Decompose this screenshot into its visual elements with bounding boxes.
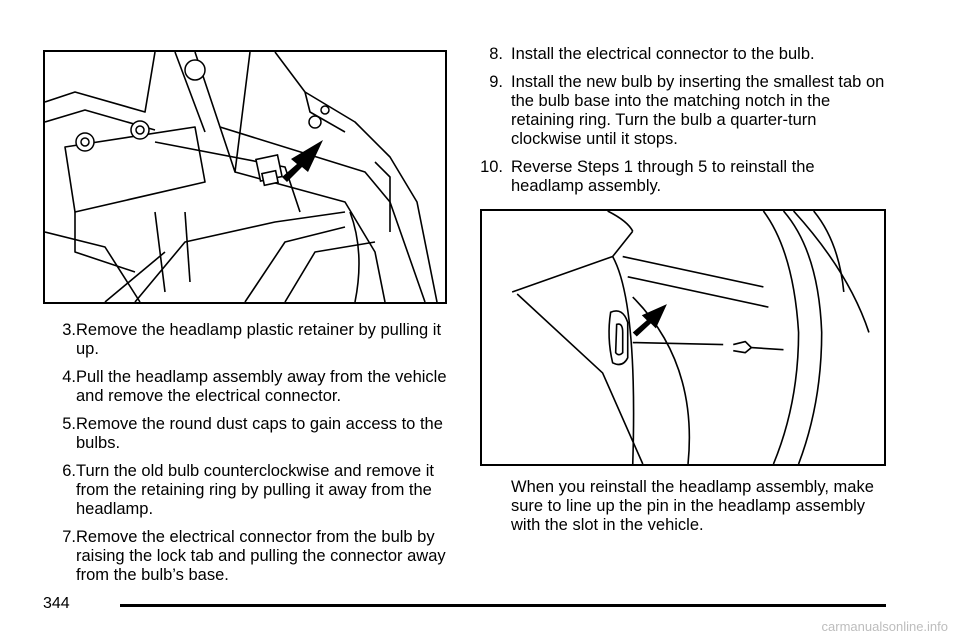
step-item [470, 158, 890, 196]
step-number: 10. [480, 158, 503, 176]
step-number: 6. [62, 462, 76, 480]
step-number: 3. [62, 321, 76, 339]
removal-steps [52, 321, 447, 594]
step-item [52, 415, 447, 453]
arrow-icon [282, 140, 323, 182]
headlamp-alignment-drawing [482, 211, 884, 464]
engine-bay-drawing [45, 52, 445, 302]
footer-rule [120, 604, 886, 607]
step-number: 5. [62, 415, 76, 433]
step-text: Pull the headlamp assembly away from the vehicle and remove the electrical connector. [76, 368, 447, 405]
step-item [52, 321, 447, 359]
reinstall-note: When you reinstall the headlamp assembly, make sure to line up the pin in the headlamp assembly with the slot in the vehicle. [511, 478, 874, 534]
step-item [470, 45, 890, 64]
page-number: 344 [43, 595, 70, 612]
watermark: carmanualsonline.info [821, 619, 948, 634]
step-text: Reverse Steps 1 through 5 to reinstall the headlamp assembly. [511, 158, 815, 195]
arrow-icon [633, 304, 667, 336]
headlamp-retainer-illustration [43, 50, 447, 304]
step-item [52, 368, 447, 406]
step-text: Remove the headlamp plastic retainer by pulling it up. [76, 321, 442, 358]
step-text: Install the new bulb by inserting the smallest tab on the bulb base into the matching notch in the retaining ring. Turn the bulb a quarter-turn clockwise until it stops. [511, 73, 885, 148]
install-steps [470, 45, 890, 205]
step-item [52, 462, 447, 519]
headlamp-pin-illustration [480, 209, 886, 466]
step-number: 8. [489, 45, 503, 63]
step-item [470, 73, 890, 149]
step-number: 9. [489, 73, 503, 91]
step-item [52, 528, 447, 585]
step-text: Remove the electrical connector from the bulb by raising the lock tab and pulling the connector away from the bulb’s base. [76, 528, 446, 584]
step-number: 4. [62, 368, 76, 386]
step-number: 7. [62, 528, 76, 546]
step-text: Turn the old bulb counterclockwise and remove it from the retaining ring by pulling it away from the headlamp. [76, 462, 434, 518]
step-text: Remove the round dust caps to gain access to the bulbs. [76, 415, 443, 452]
step-text: Install the electrical connector to the bulb. [511, 45, 815, 63]
